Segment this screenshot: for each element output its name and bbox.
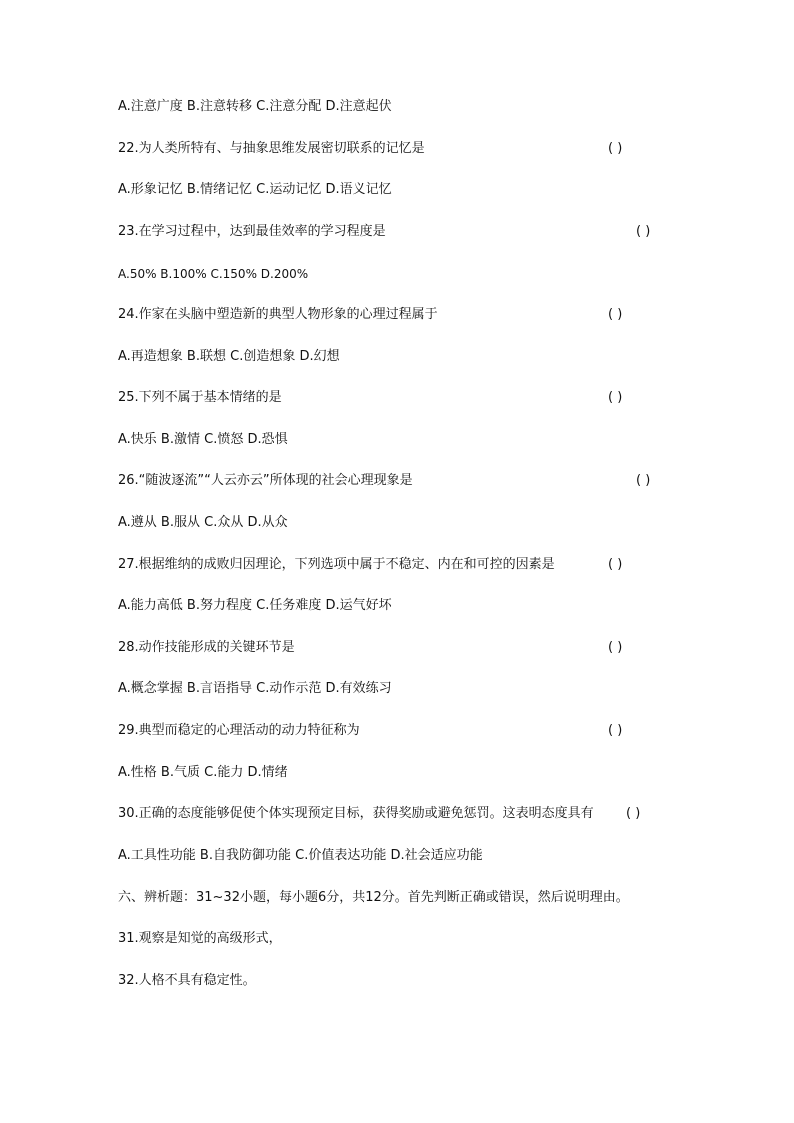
q32-statement: 32.人格不具有稳定性。 (118, 973, 256, 988)
q22-question: 22.为人类所特有、与抽象思维发展密切联系的记忆是 (118, 141, 425, 156)
section6-heading: 六、辨析题：31~32小题，每小题6分，共12分。首先判断正确或错误，然后说明理由。 (118, 890, 629, 905)
q26-question: 26.“随波逐流”“人云亦云”所体现的社会心理现象是 (118, 473, 413, 488)
q23-answer-blank: ( ) (636, 224, 651, 239)
q22-answer-blank: ( ) (608, 141, 623, 156)
q28-question: 28.动作技能形成的关键环节是 (118, 640, 295, 655)
q26-answer-blank: ( ) (636, 473, 651, 488)
q27-options: A.能力高低 B.努力程度 C.任务难度 D.运气好坏 (118, 598, 392, 613)
q24-question: 24.作家在头脑中塑造新的典型人物形象的心理过程属于 (118, 307, 438, 322)
q23-options: A.50% B.100% C.150% D.200% (118, 267, 309, 281)
q29-options: A.性格 B.气质 C.能力 D.情绪 (118, 765, 288, 780)
q25-question: 25.下列不属于基本情绪的是 (118, 390, 282, 405)
q23-question: 23.在学习过程中，达到最佳效率的学习程度是 (118, 224, 386, 239)
q26-options: A.遵从 B.服从 C.众从 D.从众 (118, 515, 288, 530)
q31-statement: 31.观察是知觉的高级形式， (118, 931, 282, 946)
q27-answer-blank: ( ) (608, 557, 623, 572)
q29-answer-blank: ( ) (608, 723, 623, 738)
q29-question: 29.典型而稳定的心理活动的动力特征称为 (118, 723, 360, 738)
q24-options: A.再造想象 B.联想 C.创造想象 D.幻想 (118, 349, 340, 364)
q30-options: A.工具性功能 B.自我防御功能 C.价值表达功能 D.社会适应功能 (118, 848, 483, 863)
q27-question: 27.根据维纳的成败归因理论，下列选项中属于不稳定、内在和可控的因素是 (118, 557, 555, 572)
q30-answer-blank: ( ) (626, 806, 641, 821)
q21-options: A.注意广度 B.注意转移 C.注意分配 D.注意起伏 (118, 99, 392, 114)
q28-options: A.概念掌握 B.言语指导 C.动作示范 D.有效练习 (118, 681, 392, 696)
q22-options: A.形象记忆 B.情绪记忆 C.运动记忆 D.语义记忆 (118, 182, 392, 197)
q25-options: A.快乐 B.激情 C.愤怒 D.恐惧 (118, 432, 288, 447)
q24-answer-blank: ( ) (608, 307, 623, 322)
q25-answer-blank: ( ) (608, 390, 623, 405)
q28-answer-blank: ( ) (608, 640, 623, 655)
q30-question: 30.正确的态度能够促使个体实现预定目标，获得奖励或避免惩罚。这表明态度具有 (118, 806, 594, 821)
